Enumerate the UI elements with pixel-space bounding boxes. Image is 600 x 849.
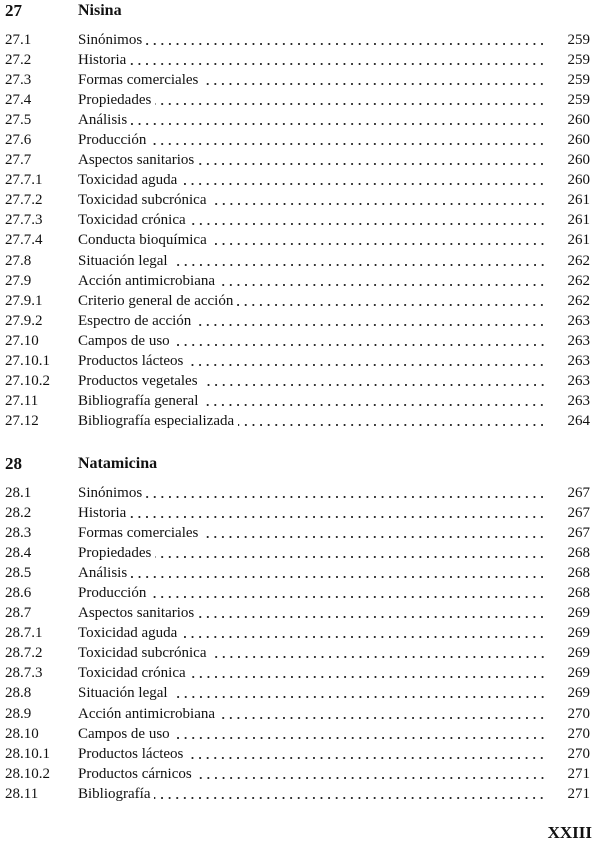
section-title: Criterio general de acción <box>78 292 234 309</box>
toc-entry[interactable] <box>0 170 600 190</box>
page-number: 267 <box>567 485 590 502</box>
page-number: 270 <box>567 745 590 762</box>
page-number: 264 <box>567 412 590 429</box>
section-title: Producción <box>78 132 147 149</box>
page-number: 262 <box>567 292 590 309</box>
toc-entry[interactable] <box>0 251 600 271</box>
page-number: 259 <box>567 72 590 89</box>
dot-leader <box>155 90 546 110</box>
dot-leader <box>150 130 546 150</box>
toc-entry[interactable] <box>0 704 600 724</box>
section-title: Aspectos sanitarios <box>78 152 195 169</box>
section-title: Formas comerciales <box>78 72 199 89</box>
toc-entry[interactable] <box>0 130 600 150</box>
toc-entry[interactable] <box>0 583 600 603</box>
dot-leader <box>150 583 546 603</box>
section-title: Campos de uso <box>78 725 170 742</box>
toc-entry[interactable] <box>0 643 600 663</box>
page-number: 261 <box>567 192 590 209</box>
section-title: Análisis <box>78 112 128 129</box>
section-number: 27.12 <box>5 412 39 429</box>
section-number: 28.10.2 <box>5 765 50 782</box>
dot-leader <box>237 291 546 311</box>
page-number-footer: XXIII <box>547 823 592 842</box>
section-number: 28.1 <box>5 485 32 502</box>
section-number: 28.11 <box>5 785 39 802</box>
section-title: Espectro de acción <box>78 312 192 329</box>
toc-entry[interactable] <box>0 724 600 744</box>
toc-entry[interactable] <box>0 50 600 70</box>
page-number: 268 <box>567 585 590 602</box>
section-number: 28.7 <box>5 605 32 622</box>
chapter-heading <box>0 0 600 22</box>
page-number: 261 <box>567 232 590 249</box>
toc-entry[interactable] <box>0 411 600 431</box>
page-number: 268 <box>567 565 590 582</box>
section-title: Propiedades <box>78 545 152 562</box>
section-number: 27.9.1 <box>5 292 43 309</box>
toc-entry[interactable] <box>0 351 600 371</box>
page-number: 260 <box>567 112 590 129</box>
section-title: Acción antimicrobiana <box>78 705 216 722</box>
dot-leader <box>146 30 546 50</box>
toc-entries <box>0 483 600 804</box>
page-number: 263 <box>567 372 590 389</box>
dot-leader <box>202 371 546 391</box>
dot-leader <box>196 764 546 784</box>
toc-entry[interactable] <box>0 523 600 543</box>
page-number: 270 <box>567 705 590 722</box>
dot-leader <box>198 603 546 623</box>
section-title: Bibliografía general <box>78 392 199 409</box>
toc-entry[interactable] <box>0 784 600 804</box>
section-number: 28.10 <box>5 725 39 742</box>
page-number: 269 <box>567 625 590 642</box>
dot-leader <box>131 110 546 130</box>
toc-entry[interactable] <box>0 663 600 683</box>
section-title: Acción antimicrobiana <box>78 272 216 289</box>
toc-entry[interactable] <box>0 190 600 210</box>
page-number: 267 <box>567 525 590 542</box>
dot-leader <box>130 503 546 523</box>
section-number: 27.2 <box>5 52 32 69</box>
dot-leader <box>130 50 546 70</box>
toc-entry[interactable] <box>0 230 600 250</box>
toc-entry[interactable] <box>0 603 600 623</box>
dot-leader <box>211 190 547 210</box>
section-title: Producción <box>78 585 147 602</box>
page-number: 271 <box>567 785 590 802</box>
dot-leader <box>174 724 546 744</box>
page-number: 260 <box>567 152 590 169</box>
dot-leader <box>181 170 546 190</box>
section-number: 27.5 <box>5 112 32 129</box>
dot-leader <box>219 271 546 291</box>
toc-entry[interactable] <box>0 30 600 50</box>
section-title: Historia <box>78 52 127 69</box>
section-title: Formas comerciales <box>78 525 199 542</box>
dot-leader <box>187 744 546 764</box>
chapter-title: Nisina <box>78 2 122 19</box>
section-title: Productos lácteos <box>78 352 184 369</box>
page-number: 260 <box>567 172 590 189</box>
toc-entry[interactable] <box>0 563 600 583</box>
toc-entry[interactable] <box>0 110 600 130</box>
dot-leader <box>155 543 546 563</box>
dot-leader <box>202 70 546 90</box>
section-title: Situación legal <box>78 252 168 269</box>
toc-entry[interactable] <box>0 90 600 110</box>
toc-entry[interactable] <box>0 311 600 331</box>
section-number: 27.1 <box>5 32 32 49</box>
page-number: 263 <box>567 312 590 329</box>
section-title: Sinónimos <box>78 32 143 49</box>
section-title: Análisis <box>78 565 128 582</box>
section-number: 27.7.2 <box>5 192 43 209</box>
section-number: 27.9 <box>5 272 32 289</box>
section-title: Bibliografía <box>78 785 151 802</box>
section-number: 27.4 <box>5 92 32 109</box>
section-title: Aspectos sanitarios <box>78 605 195 622</box>
dot-leader <box>219 704 546 724</box>
section-title: Toxicidad aguda <box>78 625 178 642</box>
page-number: 259 <box>567 52 590 69</box>
dot-leader <box>190 663 546 683</box>
dot-leader <box>238 411 546 431</box>
toc-entry[interactable] <box>0 331 600 351</box>
page-number: 270 <box>567 725 590 742</box>
page-number: 263 <box>567 332 590 349</box>
section-title: Propiedades <box>78 92 152 109</box>
section-title: Bibliografía especializada <box>78 412 235 429</box>
section-number: 28.7.1 <box>5 625 43 642</box>
dot-leader <box>202 523 546 543</box>
chapter-title: Natamicina <box>78 455 158 472</box>
section-title: Productos vegetales <box>78 372 198 389</box>
dot-leader <box>187 351 546 371</box>
chapter-28 <box>0 453 600 804</box>
dot-leader <box>181 623 546 643</box>
dot-leader <box>146 483 546 503</box>
section-number: 27.10 <box>5 332 39 349</box>
toc-entry[interactable] <box>0 623 600 643</box>
section-number: 27.9.2 <box>5 312 43 329</box>
section-number: 28.3 <box>5 525 32 542</box>
section-title: Historia <box>78 505 127 522</box>
page-number: 263 <box>567 352 590 369</box>
section-number: 28.7.2 <box>5 645 43 662</box>
page-number: 269 <box>567 685 590 702</box>
section-number: 27.8 <box>5 252 32 269</box>
dot-leader <box>131 563 546 583</box>
page-number: 269 <box>567 645 590 662</box>
page-number: 261 <box>567 212 590 229</box>
section-number: 28.8 <box>5 685 32 702</box>
toc-entry[interactable] <box>0 483 600 503</box>
section-number: 27.7 <box>5 152 32 169</box>
section-number: 28.2 <box>5 505 32 522</box>
toc-entry[interactable] <box>0 503 600 523</box>
section-number: 27.7.4 <box>5 232 43 249</box>
section-number: 28.4 <box>5 545 32 562</box>
dot-leader <box>174 331 546 351</box>
dot-leader <box>198 150 546 170</box>
section-title: Productos lácteos <box>78 745 184 762</box>
section-number: 28.7.3 <box>5 665 43 682</box>
section-number: 28.9 <box>5 705 32 722</box>
section-title: Toxicidad crónica <box>78 665 186 682</box>
page-number: 263 <box>567 392 590 409</box>
dot-leader <box>190 210 546 230</box>
toc-entry[interactable] <box>0 271 600 291</box>
section-number: 27.6 <box>5 132 32 149</box>
dot-leader <box>154 784 546 804</box>
section-title: Toxicidad crónica <box>78 212 186 229</box>
chapter-number: 28 <box>5 454 22 473</box>
section-title: Situación legal <box>78 685 168 702</box>
chapter-number: 27 <box>5 1 22 20</box>
section-number: 28.10.1 <box>5 745 50 762</box>
page-number: 259 <box>567 92 590 109</box>
section-number: 27.3 <box>5 72 32 89</box>
dot-leader <box>172 251 546 271</box>
chapter-heading <box>0 453 600 475</box>
toc-entry[interactable] <box>0 371 600 391</box>
section-number: 27.10.2 <box>5 372 50 389</box>
page-number: 271 <box>567 765 590 782</box>
page-number: 269 <box>567 665 590 682</box>
section-title: Toxicidad subcrónica <box>78 645 207 662</box>
section-title: Toxicidad subcrónica <box>78 192 207 209</box>
section-title: Campos de uso <box>78 332 170 349</box>
toc-entries <box>0 30 600 431</box>
section-title: Conducta bioquímica <box>78 232 207 249</box>
toc-entry[interactable] <box>0 543 600 563</box>
section-number: 27.7.1 <box>5 172 43 189</box>
section-number: 27.7.3 <box>5 212 43 229</box>
toc-entry[interactable] <box>0 70 600 90</box>
section-title: Productos cárnicos <box>78 765 192 782</box>
dot-leader <box>211 643 547 663</box>
section-number: 28.5 <box>5 565 32 582</box>
section-title: Sinónimos <box>78 485 143 502</box>
dot-leader <box>172 683 546 703</box>
page-number: 267 <box>567 505 590 522</box>
section-number: 27.11 <box>5 392 39 409</box>
toc-entry[interactable] <box>0 683 600 703</box>
toc-entry[interactable] <box>0 150 600 170</box>
toc-entry[interactable] <box>0 764 600 784</box>
page-number: 269 <box>567 605 590 622</box>
dot-leader <box>202 391 546 411</box>
page-number: 259 <box>567 32 590 49</box>
toc-entry[interactable] <box>0 210 600 230</box>
toc-entry[interactable] <box>0 291 600 311</box>
toc-entry[interactable] <box>0 391 600 411</box>
page-number: 262 <box>567 252 590 269</box>
section-number: 28.6 <box>5 585 32 602</box>
page-number: 262 <box>567 272 590 289</box>
dot-leader <box>211 230 546 250</box>
dot-leader <box>195 311 546 331</box>
toc-entry[interactable] <box>0 744 600 764</box>
page-number: 268 <box>567 545 590 562</box>
section-number: 27.10.1 <box>5 352 50 369</box>
section-title: Toxicidad aguda <box>78 172 178 189</box>
page-number: 260 <box>567 132 590 149</box>
